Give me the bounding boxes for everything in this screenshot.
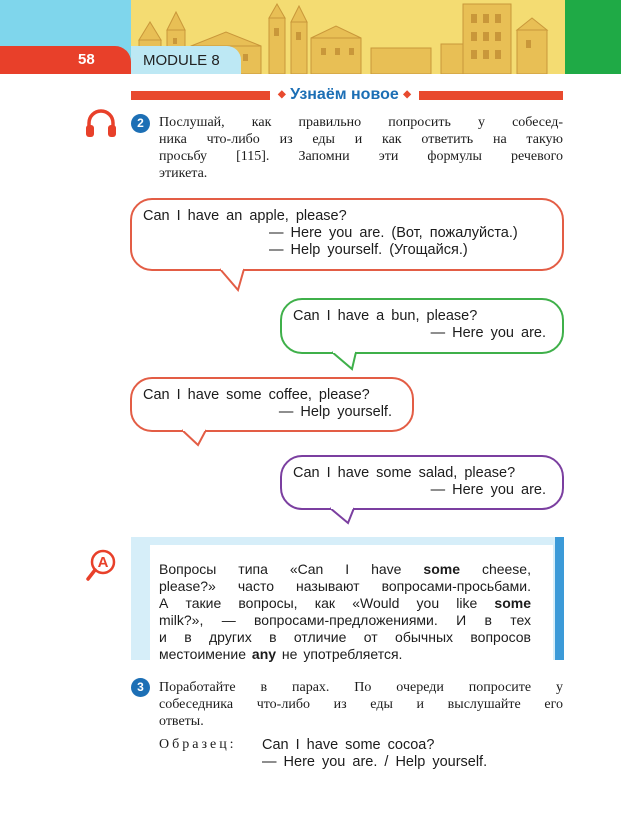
rule-line: А такие вопросы, как «Would you like some bbox=[159, 595, 531, 611]
dialogue-question: Can I have a bun, please? bbox=[293, 308, 478, 324]
sample-label: Образец: bbox=[159, 737, 237, 752]
dialogue-question: Can I have some salad, please? bbox=[293, 465, 516, 481]
speech-tail bbox=[218, 266, 248, 292]
dialogue-bubble-3 bbox=[130, 377, 414, 432]
instruction-line: просьбу [115]. Запомни эти формулы речевого bbox=[159, 149, 563, 164]
instruction-line: Поработайте в парах. По очереди попросите у bbox=[159, 680, 563, 695]
exercise-3-instructions bbox=[159, 679, 563, 730]
rule-line: местоимение any не употребляется. bbox=[159, 646, 403, 662]
dialogue-answer: — Here you are. bbox=[430, 325, 546, 341]
sample-question: Can I have some cocoa? bbox=[262, 737, 435, 753]
instruction-line: Послушай, как правильно попросить у собесед- bbox=[159, 115, 563, 130]
dialogue-answer: — Here you are. bbox=[430, 482, 546, 498]
speech-tail bbox=[330, 349, 360, 371]
diamond-icon: ◆ bbox=[403, 89, 411, 100]
speech-tail bbox=[328, 505, 358, 525]
instruction-line: этикета. bbox=[159, 166, 208, 181]
section-title-text: Узнаём новое bbox=[290, 86, 399, 103]
rule-box-strip bbox=[555, 537, 564, 660]
sample-answer: — Here you are. / Help yourself. bbox=[262, 754, 488, 770]
dialogue-bubble-2 bbox=[280, 298, 564, 354]
diamond-icon: ◆ bbox=[278, 89, 286, 100]
dialogue-bubble-4 bbox=[280, 455, 564, 510]
sample-dialogue bbox=[262, 737, 487, 771]
exercise-2-number: 2 bbox=[131, 114, 150, 133]
instruction-line: ника что-либо из еды и как ответить на такую bbox=[159, 132, 563, 147]
section-title bbox=[270, 84, 419, 106]
rule-line: please?» часто называют вопросами-просьбами. bbox=[159, 578, 531, 594]
dialogue-answer: — Help yourself. bbox=[278, 404, 392, 420]
exercise-3-number: 3 bbox=[131, 678, 150, 697]
module-label: MODULE 8 bbox=[131, 46, 241, 74]
rule-line: milk?», — вопросами-предложениями. И в тех bbox=[159, 612, 531, 628]
dialogue-question: Can I have an apple, please? bbox=[143, 208, 347, 224]
page-number: 58 bbox=[0, 46, 131, 74]
rule-line: Вопросы типа «Can I have some cheese, bbox=[159, 561, 531, 577]
instruction-line: ответы. bbox=[159, 714, 204, 729]
grammar-rule-text bbox=[159, 561, 531, 663]
rule-line: и в других в отличие от обычных вопросов bbox=[159, 629, 531, 645]
exercise-2-instructions bbox=[159, 114, 563, 182]
header-green-stripe bbox=[565, 0, 621, 74]
attention-a-icon bbox=[84, 548, 118, 582]
dialogue-bubble-1 bbox=[130, 198, 564, 271]
speech-tail bbox=[180, 427, 210, 447]
dialogue-question: Can I have some coffee, please? bbox=[143, 387, 370, 403]
headphones-icon[interactable] bbox=[84, 108, 118, 138]
svg-text:A: A bbox=[97, 554, 109, 571]
dialogue-answer: — Help yourself. (Угощайся.) bbox=[269, 242, 468, 258]
dialogue-answer: — Here you are. (Вот, пожалуйста.) bbox=[269, 225, 518, 241]
instruction-line: собеседника что-либо из еды и выслушайте его bbox=[159, 697, 563, 712]
